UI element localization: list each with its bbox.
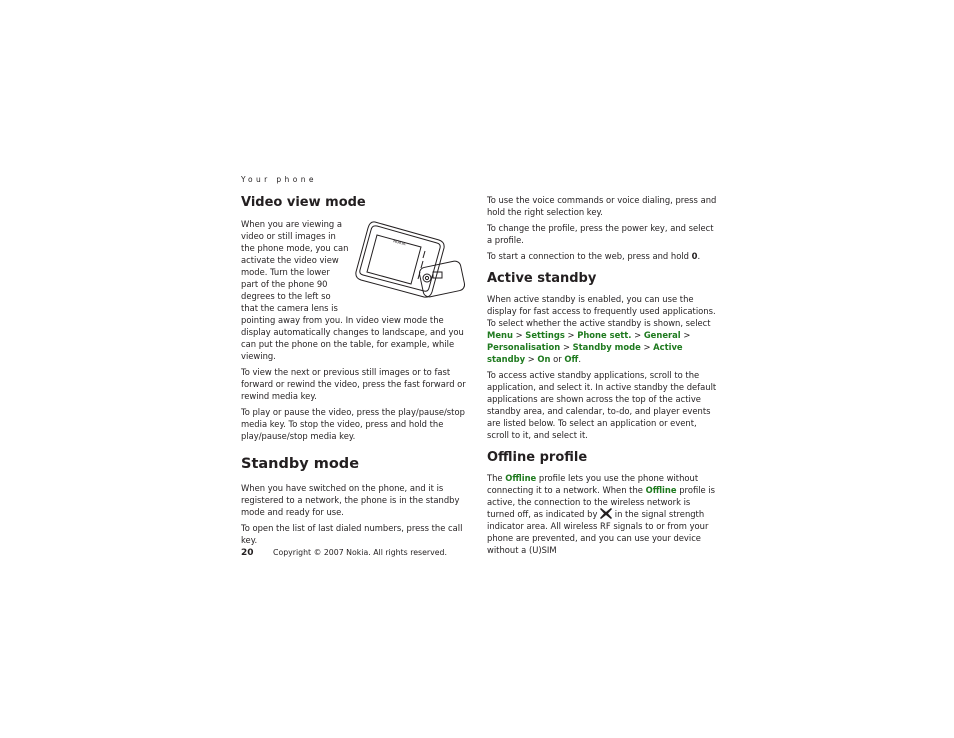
heading-offline-profile: Offline profile: [487, 450, 588, 465]
standby-paragraph-2: To open the list of last dialed numbers, press the call key.: [241, 523, 463, 545]
active-standby-paragraph-1: When active standby is enabled, you can use the display for fast access to frequently used applications. To select whether the active standby is shown, select Menu > Settings > Phone sett. > General > Personalisation > Standby mode > Active standby > On or Off.: [487, 294, 716, 364]
menu-path-general: General: [643, 330, 681, 340]
offline-text-4: in the signal strength indicator area. All wireless RF signals to or from your phone are prevented, and you can use your device without a (U)SIM: [487, 509, 709, 555]
section-header: Your phone: [241, 175, 317, 184]
offline-paragraph: [487, 472, 720, 556]
video-view-paragraph-1: When you are viewing a video or still images in the phone mode, you can activate the video view mode. Turn the lower part of the phone 90 degrees to the left so that the camera lens is pointing away from you. In video view mode the display automatically changes to landscape, and you can put the phone on the table, for example, while viewing.: [241, 219, 464, 361]
standby-p5-text: To start a connection to the web, press and hold: [487, 251, 692, 261]
active-standby-paragraph-2: To access active standby applications, scroll to the application, and select it. In active standby the default applications are shown across the top of the active standby area, and calendar, to-do, and player events are listed below. To select an application or event, scroll to it, and select it.: [487, 370, 717, 440]
menu-path-standby-mode: Standby mode: [572, 342, 641, 352]
left-column: [241, 194, 473, 550]
figure-logo: NOKIA: [392, 238, 407, 247]
offline-text-3: profile is active, the connection to the wireless network is turned off, as indicated by: [487, 485, 716, 519]
standby-paragraph-4: To change the profile, press the power key, and select a profile.: [487, 223, 714, 245]
copyright: Copyright © 2007 Nokia. All rights reserved.: [273, 548, 447, 557]
menu-path-personalisation: Personalisation: [487, 342, 561, 352]
or-word: or: [553, 354, 562, 364]
offline-text-1: The: [487, 473, 506, 483]
menu-path-settings: Settings: [525, 330, 565, 340]
menu-path-phone-sett: Phone sett.: [577, 330, 632, 340]
video-view-paragraph-3: To play or pause the video, press the play/pause/stop media key. To stop the video, press and hold the play/pause/stop media key.: [241, 407, 465, 441]
page-number: 20: [241, 548, 254, 558]
heading-standby-mode: Standby mode: [241, 456, 360, 472]
standby-paragraph-5: [487, 250, 720, 262]
footer: [241, 548, 447, 558]
right-column: [487, 194, 720, 560]
offline-term-2: Offline: [645, 485, 677, 495]
no-signal-x-icon: [600, 508, 612, 519]
video-view-paragraph-2: To view the next or previous still images or to fast forward or rewind the video, press the fast forward or rewind media key.: [241, 367, 466, 401]
offline-text-2: profile lets you use the phone without connecting it to a network. When the: [487, 473, 699, 495]
standby-p5-end: .: [697, 251, 701, 261]
heading-video-view-mode: Video view mode: [241, 195, 366, 210]
menu-path-on: On: [537, 354, 551, 364]
menu-path-off: Off: [564, 354, 579, 364]
standby-paragraph-3: To use the voice commands or voice dialing, press and hold the right selection key.: [487, 195, 717, 217]
menu-path-active-standby: Active standby: [487, 342, 683, 364]
heading-active-standby: Active standby: [487, 271, 597, 286]
standby-paragraph-1: When you have switched on the phone, and it is registered to a network, the phone is in the standby mode and ready for use.: [241, 483, 460, 517]
key-zero: 0: [691, 251, 698, 261]
menu-path-menu: Menu: [487, 330, 513, 340]
active-standby-text: When active standby is enabled, you can use the display for fast access to frequently used applications. To select whether the active standby is shown, select: [487, 294, 716, 328]
offline-term: Offline: [505, 473, 537, 483]
phone-video-view-illustration: [353, 218, 477, 304]
